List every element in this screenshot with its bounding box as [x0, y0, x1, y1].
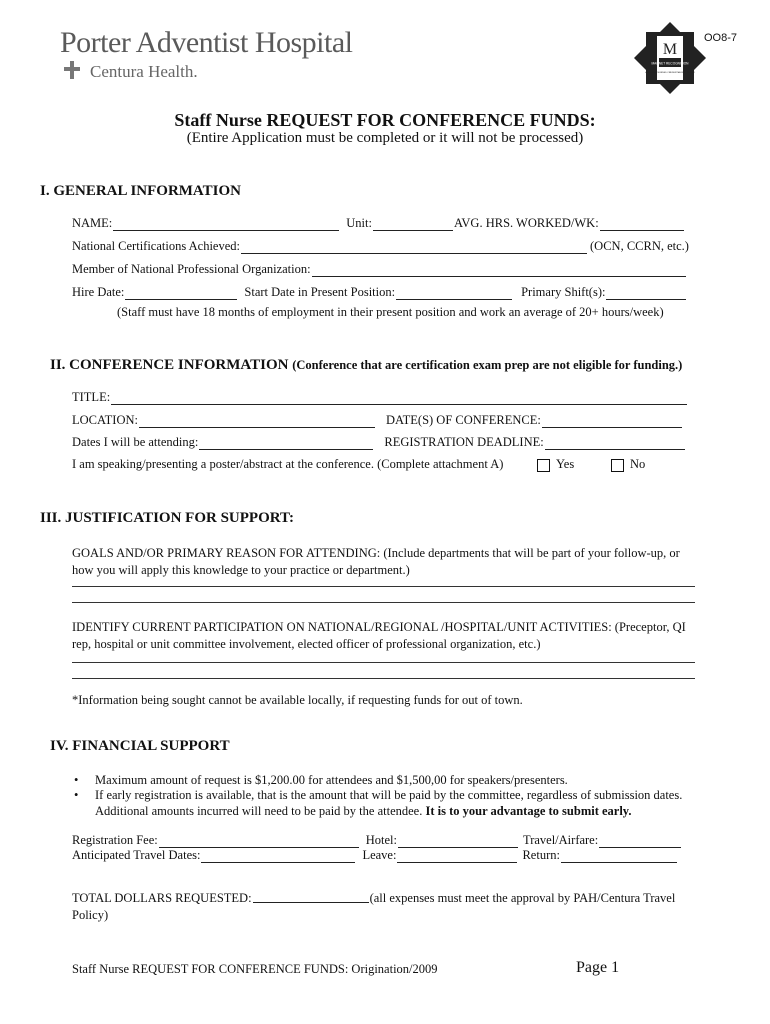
conference-title-field[interactable]	[111, 392, 687, 405]
section-conference-heading	[50, 357, 682, 374]
conference-heading-note: (Conference that are certification exam prep are not eligible for funding.)	[292, 358, 683, 372]
goals-prompt: GOALS AND/OR PRIMARY REASON FOR ATTENDING: (Include departments that will be part of your follow-up, or how you will apply this knowledge to your practice or department.)	[72, 546, 680, 577]
hire-date-field[interactable]	[125, 287, 237, 300]
leave-label: Leave:	[362, 848, 397, 862]
registration-deadline-field[interactable]	[545, 437, 685, 450]
total-requested-label: TOTAL DOLLARS REQUESTED:	[72, 891, 252, 905]
conference-heading-text: II. CONFERENCE INFORMATION	[50, 357, 289, 373]
shift-label: Primary Shift(s):	[521, 285, 606, 299]
location-label: LOCATION:	[72, 413, 138, 427]
page-number: Page 1	[576, 959, 620, 976]
certifications-suffix: (OCN, CCRN, etc.)	[590, 239, 689, 253]
bullet-dot-1: •	[74, 773, 79, 787]
form-subtitle: (Entire Application must be completed or it will not be processed)	[186, 130, 584, 146]
unit-label: Unit:	[346, 216, 372, 230]
section-general-heading: I. GENERAL INFORMATION	[40, 183, 241, 199]
participation-answer-line-2[interactable]	[72, 678, 695, 679]
speaking-label: I am speaking/presenting a poster/abstract at the conference. (Complete attachment A)	[72, 457, 504, 471]
membership-label: Member of National Professional Organization:	[72, 262, 311, 276]
conference-title-label: TITLE:	[72, 390, 111, 404]
row-travel-dates	[72, 848, 678, 863]
additional-amounts-text: Additional amounts incurred will need to be paid by the attendee.	[95, 804, 423, 818]
magnet-badge-icon	[632, 20, 708, 96]
row-title	[72, 390, 688, 405]
total-request-row	[72, 890, 692, 924]
conference-dates-field[interactable]	[542, 415, 682, 428]
speaking-yes-label: Yes	[556, 457, 575, 471]
eligibility-note: (Staff must have 18 months of employment in their present position and work an average of 20+ hours/week)	[117, 305, 664, 319]
travel-airfare-field[interactable]	[599, 835, 681, 848]
goals-answer-line-1[interactable]	[72, 586, 695, 587]
early-registration-continued	[95, 803, 735, 819]
early-registration-text: If early registration is available, that is the amount that will be paid by the committee, regardless of submission dates.	[95, 788, 683, 802]
registration-fee-label: Registration Fee:	[72, 833, 158, 847]
form-title: Staff Nurse REQUEST FOR CONFERENCE FUNDS:	[174, 110, 596, 130]
total-requested-field[interactable]	[253, 891, 369, 903]
travel-dates-label: Anticipated Travel Dates:	[72, 848, 201, 862]
document-id: OO8-7	[704, 32, 738, 44]
hotel-field[interactable]	[398, 835, 518, 848]
return-label: Return:	[522, 848, 560, 862]
early-registration-bullet	[95, 787, 735, 819]
leave-field[interactable]	[397, 850, 517, 863]
registration-fee-field[interactable]	[159, 835, 359, 848]
total-requested-note: (all expenses must meet the approval by PAH/Centura Travel Policy)	[72, 891, 676, 922]
travel-dates-field[interactable]	[201, 850, 355, 863]
unit-field[interactable]	[373, 218, 453, 231]
badge-text: MAGNET RECOGNITION	[651, 61, 689, 66]
row-speaking	[72, 457, 503, 472]
parent-org-name: Centura Health.	[90, 62, 198, 81]
location-field[interactable]	[139, 415, 375, 428]
speaking-no-label: No	[630, 457, 646, 471]
footer-text: Staff Nurse REQUEST FOR CONFERENCE FUNDS: Origination/2009	[72, 962, 438, 976]
row-attending	[72, 435, 686, 450]
participation-prompt: IDENTIFY CURRENT PARTICIPATION ON NATIONAL/REGIONAL /HOSPITAL/UNIT ACTIVITIES: (Preceptor, QI rep, hospital or unit committee involvement, elected officer of professional organization, etc.)	[72, 620, 686, 651]
travel-airfare-label: Travel/Airfare:	[523, 833, 599, 847]
avg-hours-label: AVG. HRS. WORKED/WK:	[453, 216, 599, 230]
speaking-yes-checkbox[interactable]	[537, 459, 550, 472]
section-justification-heading: III. JUSTIFICATION FOR SUPPORT:	[40, 510, 294, 526]
name-label: NAME:	[72, 216, 113, 230]
avg-hours-field[interactable]	[600, 218, 684, 231]
shift-field[interactable]	[606, 287, 686, 300]
row-certifications	[72, 239, 689, 254]
local-info-note: *Information being sought cannot be available locally, if requesting funds for out of town.	[72, 693, 523, 707]
name-field[interactable]	[113, 218, 339, 231]
speaking-yes-option[interactable]	[537, 457, 574, 472]
row-location	[72, 413, 683, 428]
bullet-dot-2: •	[74, 788, 79, 802]
speaking-no-checkbox[interactable]	[611, 459, 624, 472]
participation-answer-line-1[interactable]	[72, 662, 695, 663]
hotel-label: Hotel:	[365, 833, 397, 847]
attending-dates-label: Dates I will be attending:	[72, 435, 199, 449]
membership-field[interactable]	[312, 264, 686, 277]
badge-letter: M	[662, 41, 678, 58]
start-date-label: Start Date in Present Position:	[244, 285, 396, 299]
hire-date-label: Hire Date:	[72, 285, 125, 299]
conference-dates-label: DATE(S) OF CONFERENCE:	[385, 413, 541, 427]
start-date-field[interactable]	[396, 287, 512, 300]
goals-answer-line-2[interactable]	[72, 602, 695, 603]
badge-sub: AMERICAN NURSES CREDENTIALING CENTER	[645, 72, 695, 74]
advantage-text: It is to your advantage to submit early.	[425, 804, 632, 818]
section-financial-heading: IV. FINANCIAL SUPPORT	[50, 738, 230, 754]
certifications-field[interactable]	[241, 241, 587, 254]
cross-logo-icon	[62, 60, 82, 80]
row-fees	[72, 833, 682, 848]
return-field[interactable]	[561, 850, 677, 863]
row-dates	[72, 285, 687, 300]
row-name	[72, 216, 685, 231]
registration-deadline-label: REGISTRATION DEADLINE:	[384, 435, 544, 449]
max-amount-bullet: Maximum amount of request is $1,200.00 for attendees and $1,500,00 for speakers/presenters.	[95, 773, 568, 787]
speaking-no-option[interactable]	[611, 457, 645, 472]
row-membership	[72, 262, 687, 277]
certifications-label: National Certifications Achieved:	[72, 239, 241, 253]
attending-dates-field[interactable]	[199, 437, 373, 450]
hospital-logo-name: Porter Adventist Hospital	[60, 26, 353, 59]
